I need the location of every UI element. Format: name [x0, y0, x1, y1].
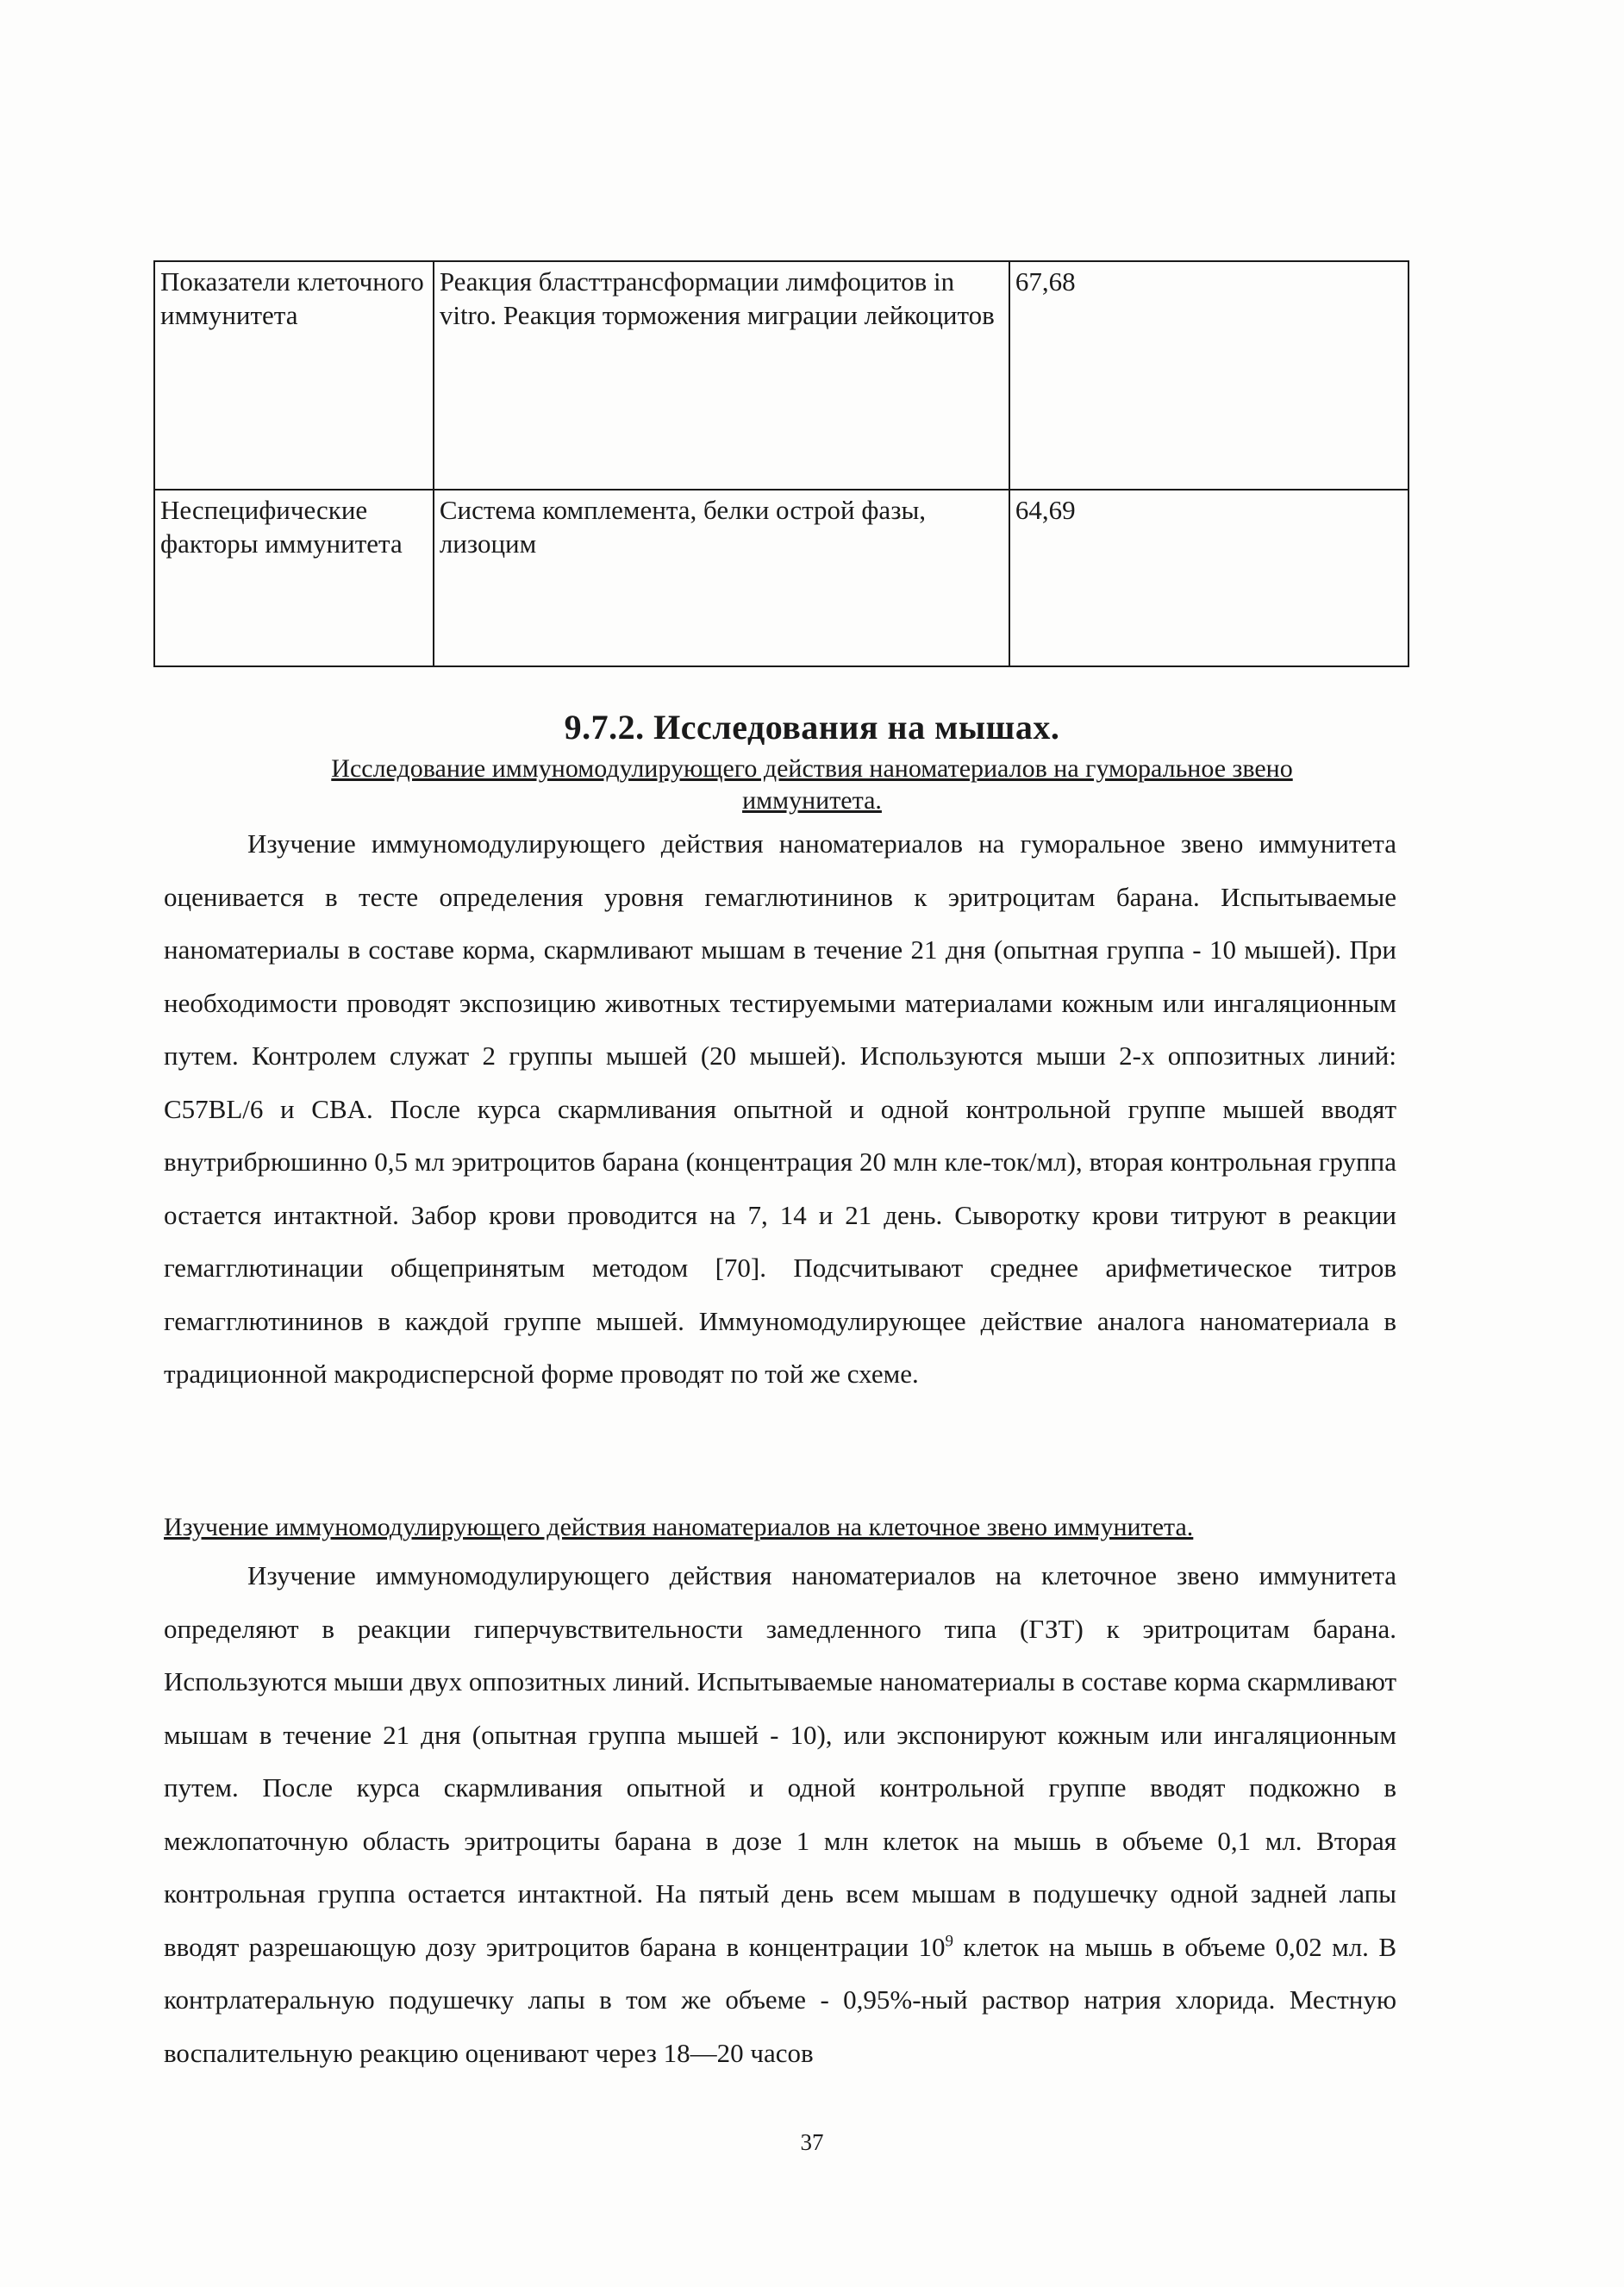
table-cell-indicator: Показатели клеточного иммунитета: [154, 261, 434, 490]
table-cell-reference: 64,69: [1009, 490, 1409, 666]
section-heading: 9.7.2. Исследования на мышах.: [564, 708, 1060, 747]
page-number: 37: [800, 2129, 824, 2155]
table-cell-reference: 67,68: [1009, 261, 1409, 490]
paragraph-cellular: [164, 1549, 1396, 2079]
paragraph-humoral: Изучение иммуномодулирующего действия наноматериалов на гуморальное звено иммунитета оценивается в тесте определения уровня гемаглютининов к эритроцитам барана. Испытываемые наноматериалы в составе корма, скармливают мышам в течение 21 дня (опытная группа - 10 мышей). При необходимости проводят экспозицию животных тестируемыми материалами кожным или ингаляционным путем. Контролем служат 2 группы мышей (20 мышей). Используются мыши 2-х оппозитных линий: C57BL/6 и CBA. После курса скармливания опытной и одной контрольной группе мышей вводят внутрибрюшинно 0,5 мл эритроцитов барана (концентрация 20 млн кле-ток/мл), вторая контрольная группа остается интактной. Забор крови проводится на 7, 14 и 21 день. Сыворотку крови титруют в реакции гемагглютинации общепринятым методом [70]. Подсчитывают среднее арифметическое титров гемагглютининов в каждой группе мышей. Иммуномодулирующее действие аналога наноматериала в традиционной макродисперсной форме проводят по той же схеме.: [164, 828, 1396, 1389]
table-cell-method: Система комплемента, белки острой фазы, лизоцим: [434, 490, 1009, 666]
subheading-humoral-line2: иммунитета.: [742, 786, 882, 815]
immunity-indicators-table: [153, 260, 1409, 667]
table-row: [154, 490, 1409, 666]
paragraph-cellular-text-2: клеток на мышь в объеме 0,02 мл. В контрлатеральную подушечку лапы в том же объеме - 0,95%-ный раствор натрия хлорида. Местную воспалительную реакцию оценивают через 18—20 часов: [164, 1931, 1396, 2068]
subheading-cellular: Изучение иммуномодулирующего действия наноматериалов на клеточное звено иммунитета.: [164, 1513, 1194, 1541]
table-cell-method: Реакция бласттрансформации лимфоцитов in vitro. Реакция торможения миграции лейкоцитов: [434, 261, 1009, 490]
subheading-humoral-line1: Исследование иммуномодулирующего действия наноматериалов на гуморальное звено: [331, 754, 1293, 783]
table-row: [154, 261, 1409, 490]
exponent: 9: [945, 1932, 953, 1951]
paragraph-cellular-text-1: Изучение иммуномодулирующего действия наноматериалов на клеточное звено иммунитета определяют в реакции гиперчувствительности замедленного типа (ГЗТ) к эритроцитам барана. Используются мыши двух оппозитных линий. Испытываемые наноматериалы в составе корма скармливают мышам в течение 21 дня (опытная группа мышей - 10), или экспонируют кожным или ингаляционным путем. После курса скармливания опытной и одной контрольной группе вводят подкожно в межлопаточную область эритроциты барана в дозе 1 млн клеток на мышь в объеме 0,1 мл. Вторая контрольная группа остается интактной. На пятый день всем мышам в подушечку одной задней лапы вводят разрешающую дозу эритроцитов барана в концентрации 10: [164, 1560, 1396, 1962]
table-cell-indicator: Неспецифические факторы иммунитета: [154, 490, 434, 666]
